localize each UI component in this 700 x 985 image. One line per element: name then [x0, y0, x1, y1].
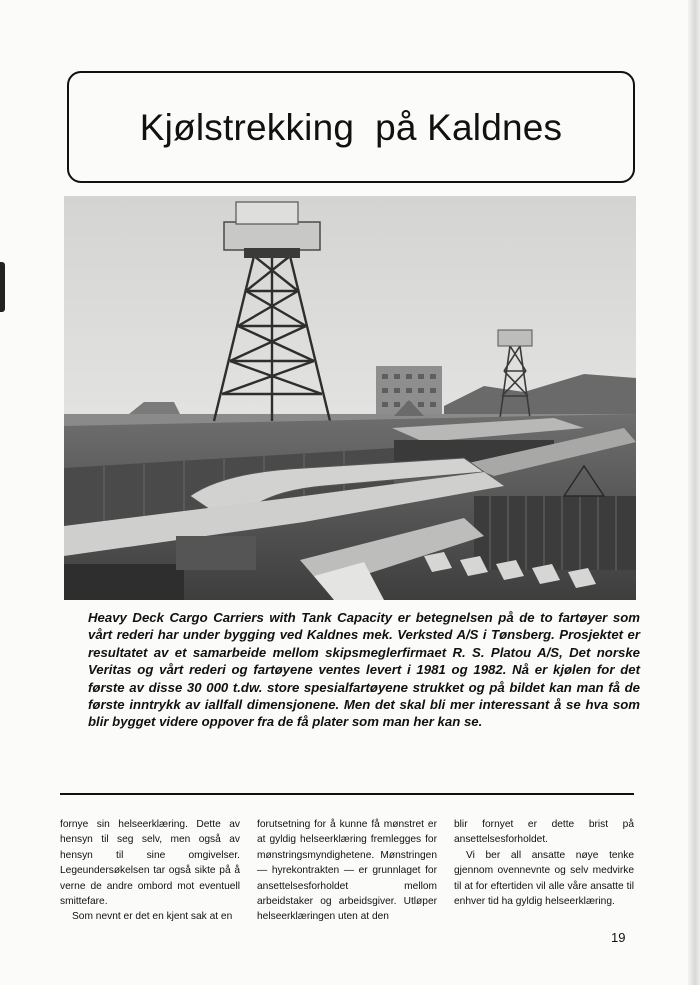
binding-mark: [0, 262, 5, 312]
page-edge-shadow: [688, 0, 700, 985]
text-column-1: [60, 817, 240, 925]
paragraph: blir fornyet er dette brist på ansettelsesforholdet.: [454, 819, 634, 846]
divider: [60, 793, 634, 795]
title-box: [67, 71, 635, 183]
paragraph: Vi ber all ansatte nøye tenke gjennom ovennevnte og selv medvirke til at for eftertiden vil alle våre ansatte til enhver tid ha gyldig helseerklæring.: [454, 849, 634, 908]
paragraph: fornye sin helseerklæring. Dette av hensyn til seg selv, men også av hensyn til sine omgivelser. Legeundersøkelsen tar også sikte på å verne de andre ombord mot eventuell smittefare.: [60, 819, 240, 908]
paragraph: Som nevnt er det en kjent sak at en: [72, 911, 233, 923]
shipyard-photo: [64, 196, 636, 600]
text-column-3: [454, 817, 634, 925]
page-number: 19: [611, 930, 626, 945]
page-title: Kjølstrekking på Kaldnes: [139, 107, 563, 148]
photo-caption: Heavy Deck Cargo Carriers with Tank Capacity er betegnelsen på de to fartøyer som vårt rederi har under bygging ved Kaldnes mek. Verksted A/S i Tønsberg. Prosjektet er resultatet av et samarbeide mellom skipsmeglerfirmaet R. S. Platou A/S, Det norske Veritas og vårt rederi og fartøyene ventes levert i 1981 og 1982. Nå er kjølen for det første av disse 30 000 t.dw. store spesialfartøyene strukket og på bildet kan man få de første inntrykk av iallfall dimensjonene. Men det skal bli mer interessant å se hva som blir bygget videre oppover fra de få plater som man her kan se.: [88, 610, 640, 730]
paragraph: forutsetning for å kunne få mønstret er at gyldig helseerklæring fremlegges for mønstringsmyndighetene. Mønstringen — hyrekontrakten — er grunnlaget for ansettelsesforholdet mellom arbeidstaker og arbeidsgiver. Utløper helseerklæringen uten at den: [257, 819, 437, 923]
body-text-columns: [60, 817, 634, 925]
text-column-2: [257, 817, 437, 925]
